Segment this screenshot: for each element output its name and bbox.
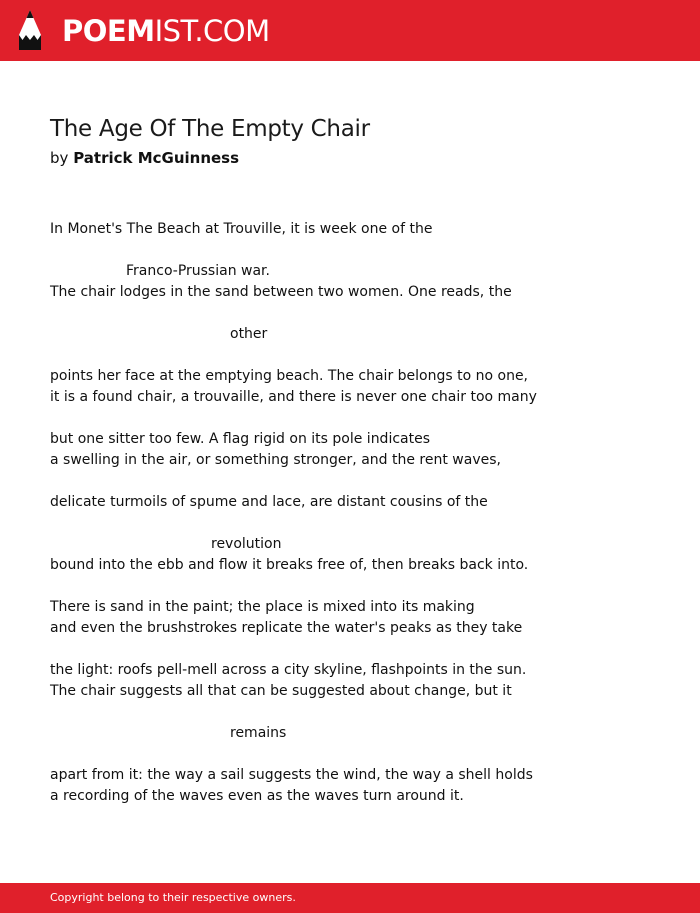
poem-line: and even the brushstrokes replicate the water's peaks as they take [50,620,523,636]
poem-line: a swelling in the air, or something stronger, and the rent waves, [50,452,501,468]
poem-line: remains [230,725,287,741]
author-name: Patrick McGuinness [73,149,240,167]
site-header [0,0,700,61]
poem-line: In Monet's The Beach at Trouville, it is week one of the [50,221,433,237]
site-logo[interactable] [62,13,270,49]
site-footer [0,883,700,913]
poem-line: points her face at the emptying beach. The chair belongs to no one, [50,368,529,384]
poem-line: other [230,326,268,342]
poem-line: it is a found chair, a trouvaille, and there is never one chair too many [50,389,537,405]
poem-line: Franco-Prussian war. [126,263,270,279]
poem-line: bound into the ebb and flow it breaks free of, then breaks back into. [50,557,529,573]
poem-line: a recording of the waves even as the waves turn around it. [50,788,464,804]
poem-line: but one sitter too few. A flag rigid on its pole indicates [50,431,431,447]
logo-bold-text: POEM [62,14,155,48]
by-label: by [50,149,69,167]
logo-light-text: IST.COM [154,14,270,48]
poem-line: delicate turmoils of spume and lace, are distant cousins of the [50,494,488,510]
poem-line: The chair lodges in the sand between two women. One reads, the [50,284,512,300]
copyright-text: Copyright belong to their respective owners. [50,891,296,904]
poem-line: There is sand in the paint; the place is mixed into its making [50,599,475,615]
poem-line: revolution [211,536,282,552]
poem-line: apart from it: the way a sail suggests the wind, the way a shell holds [50,767,533,783]
poem-line: The chair suggests all that can be suggested about change, but it [50,683,512,699]
pencil-tip-icon [17,9,43,51]
byline [50,149,239,167]
poem-line: the light: roofs pell-mell across a city skyline, flashpoints in the sun. [50,662,527,678]
poem-title: The Age Of The Empty Chair [50,116,370,142]
